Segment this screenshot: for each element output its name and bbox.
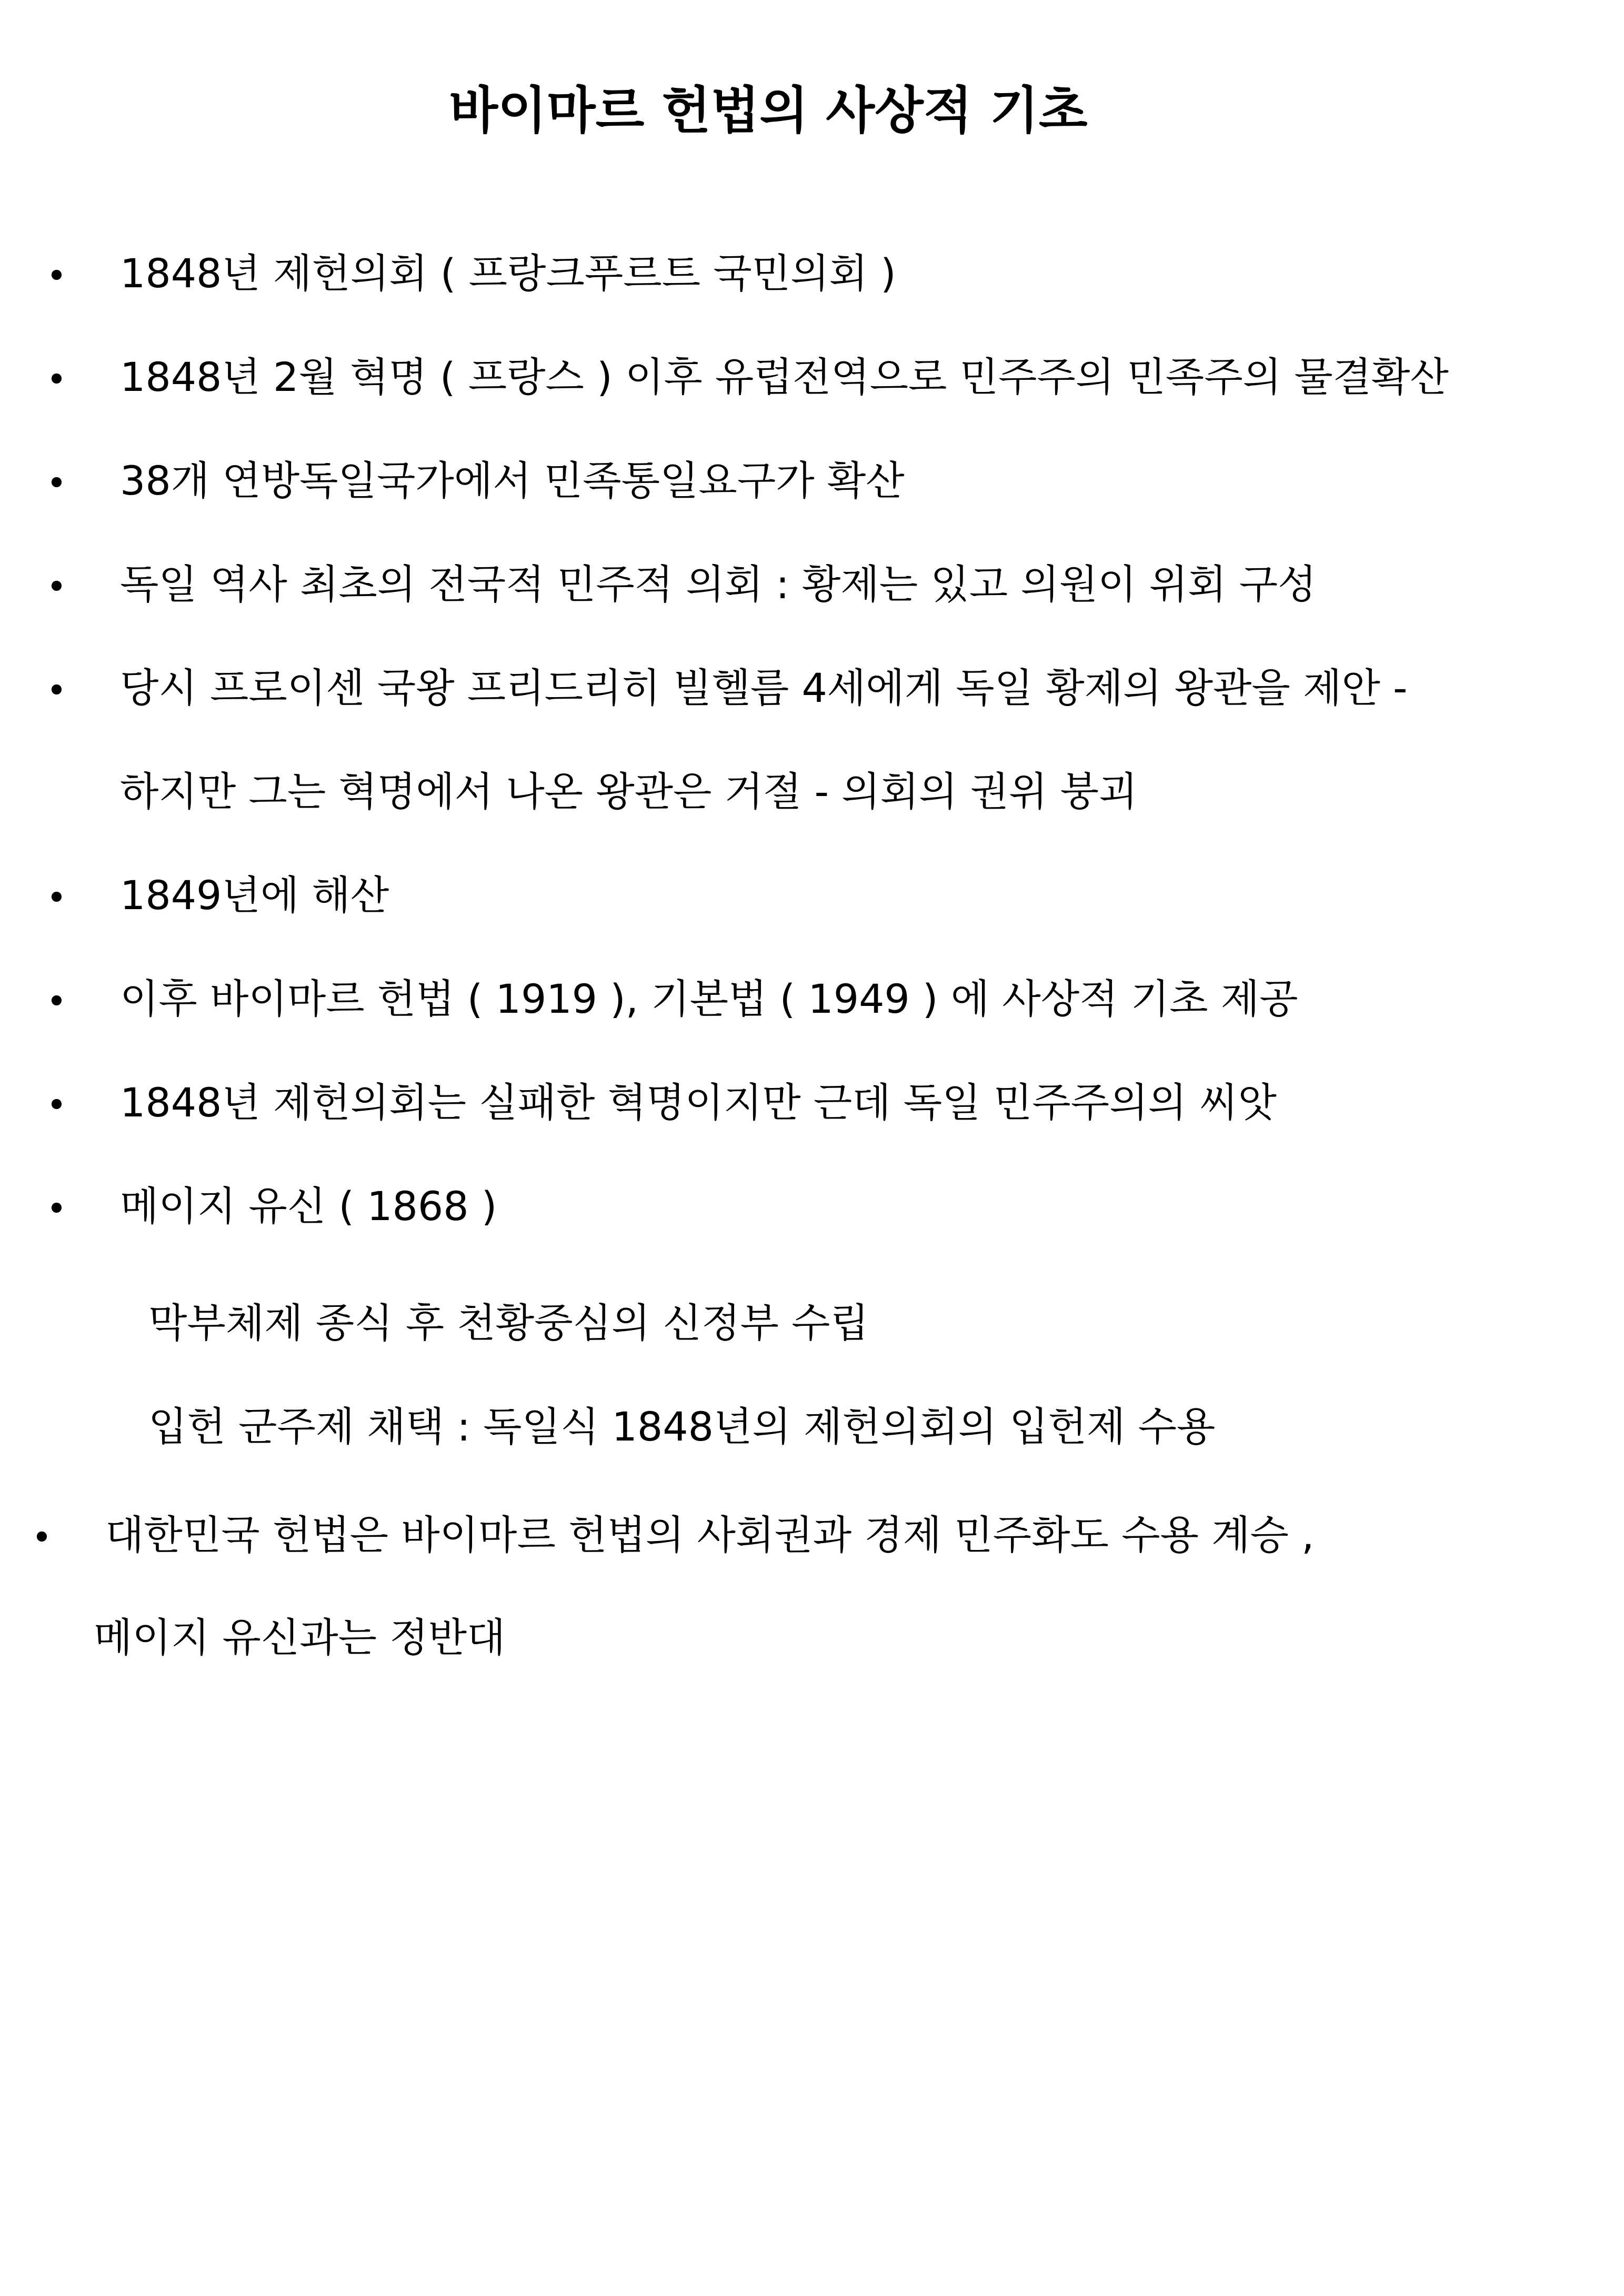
bullet-marker: • [46, 981, 67, 1022]
bullet-marker: • [46, 670, 67, 711]
bullet-marker: • [46, 359, 67, 400]
bullet-marker: • [46, 1085, 67, 1125]
bullet-item: 1849년에 해산 [120, 872, 389, 919]
bullet-item-continuation: 메이지 유신과는 정반대 [94, 1614, 506, 1661]
bullet-item: 1848년 제헌의회 ( 프랑크푸르트 국민의회 ) [120, 250, 896, 297]
bullet-item: 당시 프로이센 국왕 프리드리히 빌헬름 4세에게 독일 황제의 왕관을 제안 - [120, 664, 1408, 711]
sub-item: 입헌 군주제 채택 : 독일식 1848년의 제헌의회의 입헌제 수용 [148, 1403, 1216, 1450]
bullet-item: 38개 연방독일국가에서 민족통일요구가 확산 [120, 457, 905, 504]
bullet-marker: • [46, 256, 67, 296]
sub-item: 막부체제 종식 후 천황중심의 신정부 수립 [148, 1300, 869, 1346]
bullet-item: 1848년 제헌의회는 실패한 혁명이지만 근데 독일 민주주의의 씨앗 [120, 1079, 1277, 1126]
bullet-marker: • [46, 463, 67, 503]
bullet-item-continuation: 하지만 그는 혁명에서 나온 왕관은 거절 - 의회의 권위 붕괴 [120, 768, 1138, 815]
bullet-marker: • [46, 878, 67, 918]
bullet-item: 독일 역사 최초의 전국적 민주적 의회 : 황제는 있고 의원이 위회 구성 [120, 561, 1317, 608]
bullet-item: 메이지 유신 ( 1868 ) [120, 1183, 497, 1230]
bullet-item: 이후 바이마르 헌법 ( 1919 ), 기본법 ( 1949 ) 에 사상적 기초 제공 [120, 975, 1298, 1022]
bullet-item: 대한민국 헌법은 바이마르 헌법의 사회권과 경제 민주화도 수용 계승 , [105, 1512, 1315, 1558]
bullet-marker: • [32, 1517, 52, 1558]
document-title: 바이마르 헌법의 사상적 기초 [449, 81, 1088, 140]
bullet-marker: • [46, 567, 67, 607]
bullet-marker: • [46, 1189, 67, 1229]
bullet-item: 1848년 2월 혁명 ( 프랑스 ) 이후 유럽전역으로 민주주의 민족주의 물결확산 [120, 354, 1449, 400]
